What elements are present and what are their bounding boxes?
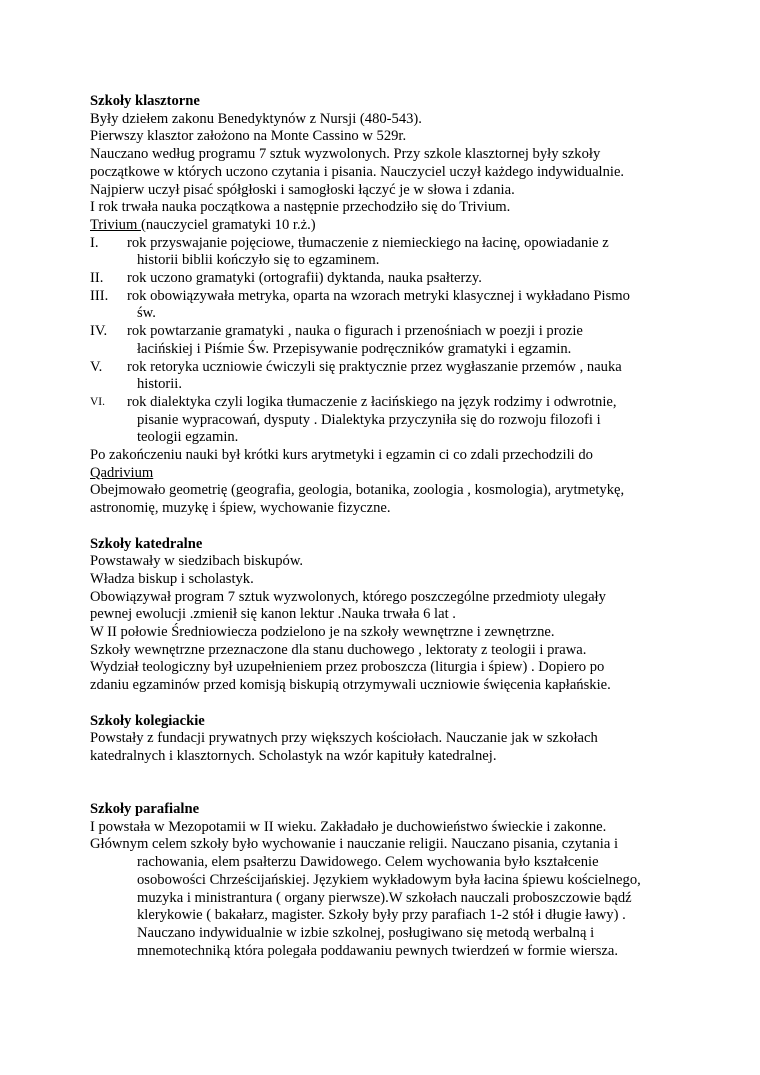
paragraph-gap: [90, 518, 690, 536]
year-list-item: [90, 270, 690, 288]
year-list-item: [90, 323, 690, 358]
text-line: pewnej ewolucji .zmienił się kanon lektur .Nauka trwała 6 lat .: [90, 606, 456, 623]
text-line-indented: klerykowie ( bakałarz, magister. Szkoły były przy parafiach 1-2 stół i długie ławy) .: [137, 907, 626, 924]
year-number: I.: [90, 234, 99, 251]
trivium-note: (nauczyciel gramatyki 10 r.ż.): [140, 216, 316, 233]
year-text-continued: łacińskiej i Piśmie Św. Przepisywanie podręczników gramatyki i egzamin.: [137, 340, 572, 357]
year-text: rok uczono gramatyki (ortografii) dyktanda, nauka psałterzy.: [127, 270, 482, 287]
quadrivium-label: Qadrivium: [90, 464, 154, 481]
text-line: Szkoły wewnętrzne przeznaczone dla stanu duchowego , lektoraty z teologii i prawa.: [90, 641, 587, 658]
text-line: zdaniu egzaminów przed komisją biskupią otrzymywali uczniowie święcenia kapłańskie.: [90, 677, 611, 694]
text-line: W II połowie Średniowiecza podzielono je na szkoły wewnętrzne i zewnętrzne.: [90, 624, 555, 641]
year-list-item: [90, 394, 690, 447]
text-line-indented: muzyka i ministrantura ( organy pierwsze).W szkołach nauczali proboszczowie bądź: [137, 889, 632, 906]
text-line: początkowe w których uczono czytania i pisania. Nauczyciel uczył każdego indywidualnie.: [90, 163, 625, 180]
year-text-continued: historii biblii kończyło się to egzaminem.: [137, 252, 380, 269]
trivium-line: [90, 217, 690, 235]
year-text: rok powtarzanie gramatyki , nauka o figurach i przenośniach w poezji i prozie: [127, 323, 583, 340]
text-line-indented: osobowości Chrześcijańskiej. Językiem wykładowym była łacina śpiewu kościelnego,: [137, 871, 641, 888]
section-heading-parafialne: Szkoły parafialne: [90, 801, 200, 818]
text-line: astronomię, muzykę i śpiew, wychowanie fizyczne.: [90, 500, 391, 517]
text-line: Najpierw uczył pisać spółgłoski i samogłoski łączyć je w słowa i zdania.: [90, 181, 515, 198]
year-text-continued: pisanie wypracowań, dysputy . Dialektyka przyczyniła się do rozwoju filozofi i: [137, 411, 601, 428]
text-line-indented: Nauczano indywidualnie w izbie szkolnej, posługiwano się metodą werbalną i: [137, 925, 595, 941]
paragraph-gap: [90, 766, 690, 801]
year-list-item: [90, 359, 690, 394]
year-text-continued: historii.: [137, 376, 182, 393]
year-number: V.: [90, 358, 103, 375]
year-text: rok obowiązywała metryka, oparta na wzorach metryki klasycznej i wykładano Pismo: [127, 287, 630, 304]
year-text: rok retoryka uczniowie ćwiczyli się praktycznie przez wygłaszanie przemów , nauka: [127, 358, 622, 375]
text-line: Były dziełem zakonu Benedyktynów z Nursji (480-543).: [90, 110, 422, 127]
text-line: Obejmowało geometrię (geografia, geologia, botanika, zoologia , kosmologia), arytmetykę,: [90, 482, 625, 499]
text-line: I powstała w Mezopotamii w II wieku. Zakładało je duchowieństwo świeckie i zakonne.: [90, 818, 607, 835]
year-text: rok przyswajanie pojęciowe, tłumaczenie z niemieckiego na łacinę, opowiadanie z: [127, 234, 609, 251]
text-line: Pierwszy klasztor założono na Monte Cassino w 529r.: [90, 128, 407, 145]
year-text-continued: św.: [137, 305, 156, 322]
section-heading-kolegiackie: Szkoły kolegiackie: [90, 712, 205, 729]
text-line: Powstały z fundacji prywatnych przy większych kościołach. Nauczanie jak w szkołach: [90, 730, 598, 747]
text-line: Obowiązywał program 7 sztuk wyzwolonych, którego poszczególne przedmioty ulegały: [90, 588, 606, 605]
text-line: Nauczano według programu 7 sztuk wyzwolonych. Przy szkole klasztornej były szkoły: [90, 146, 601, 163]
text-line: Głównym celem szkoły było wychowanie i nauczanie religii. Nauczano pisania, czytania i: [90, 836, 619, 853]
paragraph-gap: [90, 695, 690, 713]
year-text-continued: teologii egzamin.: [137, 429, 239, 446]
section-heading-katedralne: Szkoły katedralne: [90, 535, 203, 552]
year-number: IV.: [90, 323, 108, 340]
year-list-item: [90, 235, 690, 270]
text-line: Władza biskup i scholastyk.: [90, 570, 254, 587]
text-line: Po zakończeniu nauki był krótki kurs arytmetyki i egzamin ci co zdali przechodzili do: [90, 447, 593, 464]
text-line: Powstawały w siedzibach biskupów.: [90, 553, 304, 570]
section-heading-klasztorne: Szkoły klasztorne: [90, 93, 200, 109]
text-line-indented: mnemotechniką która polegała poddawaniu pewnych twierdzeń w formie wiersza.: [137, 942, 619, 959]
year-text: rok dialektyka czyli logika tłumaczenie z łacińskiego na język rodzimy i odwrotnie,: [127, 393, 617, 410]
text-line: katedralnych i klasztornych. Scholastyk na wzór kapituły katedralnej.: [90, 747, 497, 764]
year-list-item: [90, 288, 690, 323]
text-line-indented: rachowania, elem psałterzu Dawidowego. Celem wychowania było kształcenie: [137, 854, 599, 871]
document-page: [90, 93, 690, 960]
year-number: VI.: [90, 395, 106, 408]
year-number: II.: [90, 270, 104, 287]
text-line: Wydział teologiczny był uzupełnieniem przez proboszcza (liturgia i śpiew) . Dopiero po: [90, 659, 605, 676]
text-line: I rok trwała nauka początkowa a następnie przechodziło się do Trivium.: [90, 199, 511, 216]
trivium-label: Trivium: [90, 216, 141, 233]
year-number: III.: [90, 287, 109, 304]
